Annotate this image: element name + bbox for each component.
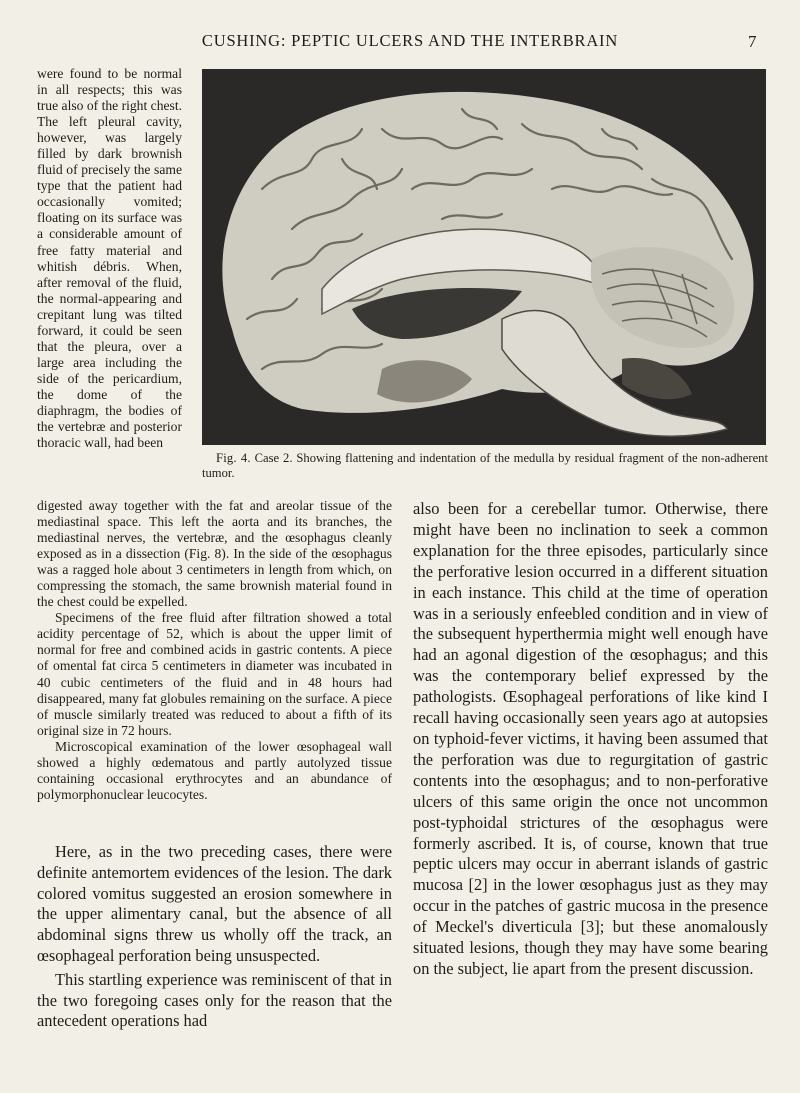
narrow-paragraph: were found to be normal in all respects; this was true also of the right chest. The left pleural cavity, however, was largely filled by dark brownish fluid of precisely the same type that the patient had occasionally vomited; floating on its surface was a considerable amount of free fatty material and whitish débris. When, after removal of the fluid, the normal-appearing and crepitant lung was tilted forward, it could be seen that the pleura, over a large area including the side of the pericardium, the dome of the diaphragm, the bodies of the vertebræ and posterior thoracic wall, had been: [37, 66, 182, 451]
here-paragraph: Here, as in the two preceding cases, there were definite antemortem evidences of the lesion. The dark colored vomitus suggested an erosion somewhere in the upper alimentary canal, but the absence of all abdominal signs threw us wholly off the track, an œsophageal perforation being unsuspected.: [37, 842, 392, 965]
left-small-type-block: [37, 498, 392, 803]
left-large-type-block: [37, 842, 392, 1032]
caption-label: Fig. 4.: [216, 451, 251, 465]
brain-sagittal-section-image: [202, 69, 766, 445]
microscopical-paragraph: Microscopical examination of the lower œsophageal wall showed a highly œdematous and partly autolyzed tissue containing occasional erythrocytes and an abundance of polymorphonuclear leucocytes.: [37, 738, 392, 802]
right-paragraph: also been for a cerebellar tumor. Otherwise, there might have been no inclination to seek a common explanation for the three episodes, particularly since the perforative lesion occurred in a different situation in each instance. This child at the time of operation was in a seriously enfeebled condition and in view of the subsequent hyperthermia might well enough have had an agonal digestion of the œsophagus; and this was the contemporary belief expressed by the pathologists. Œsophageal perforations of like kind I recall having occasionally seen years ago at autopsies on typhoid-fever victims, it having been assumed that the perforation was due to regurgitation of gastric contents into the œsophagus; and to non-perforative ulcers of this same origin the once not uncommon post-typhoidal strictures of the œsophagus were formerly ascribed. It is, of course, known that true peptic ulcers may occur in aberrant islands of gastric mucosa [2] in the lower œsophagus just as they may occur in the patches of gastric mucosa in the presence of Meckel's diverticula [3]; but these anomalously situated lesions, though they may have some bearing on the subject, lie apart from the present discussion.: [413, 499, 768, 978]
startling-paragraph: This startling experience was reminiscent of that in the two foregoing cases only for the reason that the antecedent operations had: [37, 969, 392, 1031]
page-number: 7: [748, 32, 757, 51]
narrow-text-column: [37, 66, 182, 451]
brain-section-photograph: [202, 69, 766, 445]
caption-text: Case 2. Showing flattening and indentation of the medulla by residual fragment of the non-adherent tumor.: [202, 451, 768, 480]
continuation-paragraph: digested away together with the fat and areolar tissue of the mediastinal space. This left the aorta and its branches, the mediastinal nerves, the vertebræ, and the œsophagus cleanly exposed as in a dissection (Fig. 8). In the side of the œsophagus was a ragged hole about 3 centimeters in length from which, on compressing the stomach, the same brownish material found in the chest could be expelled.: [37, 498, 392, 610]
figure-caption: [202, 451, 768, 481]
specimens-paragraph: Specimens of the free fluid after filtration showed a total acidity percentage of 52, which is about the upper limit of normal for free and combined acids in gastric contents. A piece of omental fat circa 5 centimeters in diameter was incubated in 40 cubic centimeters of the fluid and in 48 hours had disappeared, many fat globules remaining on the surface. A piece of muscle similarly treated was reduced to about a fifth of its original size in 72 hours.: [37, 610, 392, 738]
running-head: CUSHING: PEPTIC ULCERS AND THE INTERBRAIN: [201, 31, 619, 50]
right-text-column: [413, 499, 768, 980]
